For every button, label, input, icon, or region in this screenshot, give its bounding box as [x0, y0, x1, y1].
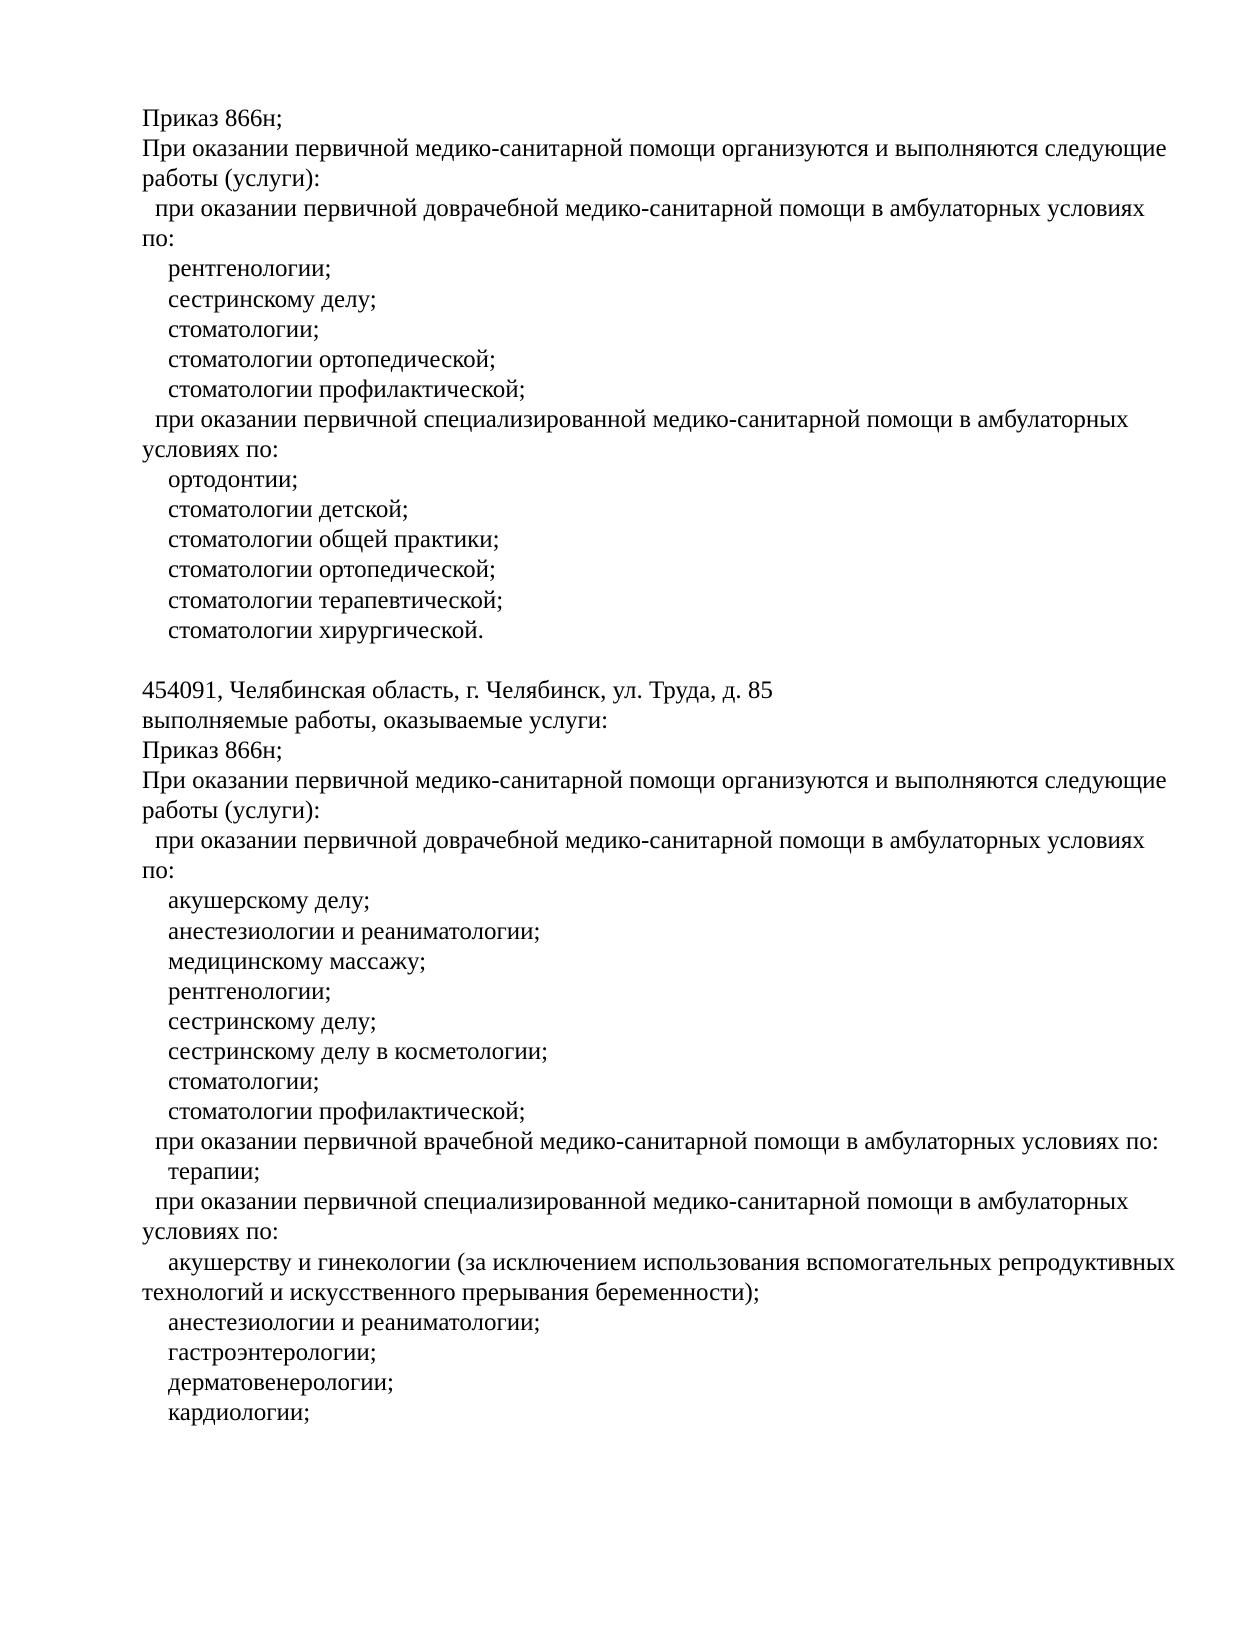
document-line: рентгенологии;: [168, 977, 332, 1005]
document-line: 454091, Челябинская область, г. Челябинск, ул. Труда, д. 85: [142, 676, 773, 704]
document-line: сестринскому делу;: [168, 1007, 377, 1035]
document-line: кардиологии;: [168, 1399, 311, 1427]
document-line: при оказании первичной специализированной медико-санитарной помощи в амбулаторных: [155, 405, 1129, 433]
document-line: при оказании первичной доврачебной медико-санитарной помощи в амбулаторных условиях: [155, 195, 1145, 223]
document-line: терапии;: [168, 1158, 261, 1186]
document-line: рентгенологии;: [168, 255, 332, 283]
license-block-2: [142, 676, 1182, 1428]
document-line: при оказании первичной врачебной медико-санитарной помощи в амбулаторных условиях по:: [155, 1128, 1159, 1156]
license-block-1: [142, 104, 1182, 646]
document-line: ортодонтии;: [168, 466, 299, 494]
document-line: гастроэнтерологии;: [168, 1338, 377, 1366]
document-line: Приказ 866н;: [142, 105, 283, 132]
document-line: При оказании первичной медико-санитарной помощи организуются и выполняются следующие: [142, 135, 1167, 163]
document-line: стоматологии;: [168, 1068, 320, 1095]
document-line: при оказании первичной доврачебной медико-санитарной помощи в амбулаторных условиях: [155, 827, 1145, 855]
document-line: сестринскому делу;: [168, 285, 377, 313]
document-line: сестринскому делу в косметологии;: [168, 1037, 549, 1065]
document-line: стоматологии общей практики;: [168, 526, 500, 554]
document-line: по:: [142, 225, 175, 253]
document-line: стоматологии профилактической;: [168, 375, 526, 403]
document-line: выполняемые работы, оказываемые услуги:: [142, 706, 609, 734]
document-line: Приказ 866н;: [142, 736, 283, 764]
document-line: стоматологии ортопедической;: [168, 345, 496, 373]
document-line: анестезиологии и реаниматологии;: [168, 1308, 541, 1336]
document-line: работы (услуги):: [142, 165, 321, 193]
document-line: медицинскому массажу;: [168, 947, 427, 975]
document-line: условиях по:: [142, 436, 279, 464]
document-line: стоматологии профилактической;: [168, 1098, 526, 1126]
document-line: при оказании первичной специализированной медико-санитарной помощи в амбулаторных: [155, 1188, 1129, 1216]
document-line: стоматологии;: [168, 315, 320, 343]
document-line: стоматологии детской;: [168, 496, 409, 524]
document-line: При оказании первичной медико-санитарной помощи организуются и выполняются следующие: [142, 767, 1167, 795]
document-line: дерматовенерологии;: [168, 1368, 394, 1396]
document-line: анестезиологии и реаниматологии;: [168, 917, 541, 945]
document-line: акушерскому делу;: [168, 887, 371, 915]
document-line: работы (услуги):: [142, 797, 321, 825]
document-line: акушерству и гинекологии (за исключением использования вспомогательных репродуктивных: [168, 1248, 1176, 1276]
document-line: стоматологии терапевтической;: [168, 586, 504, 614]
document-line: стоматологии ортопедической;: [168, 556, 496, 584]
document-line: по:: [142, 857, 175, 885]
document-line: условиях по:: [142, 1218, 279, 1246]
document-line: стоматологии хирургической.: [168, 616, 484, 644]
document-body: [142, 104, 1182, 1428]
document-line: технологий и искусственного прерывания беременности);: [142, 1278, 760, 1306]
